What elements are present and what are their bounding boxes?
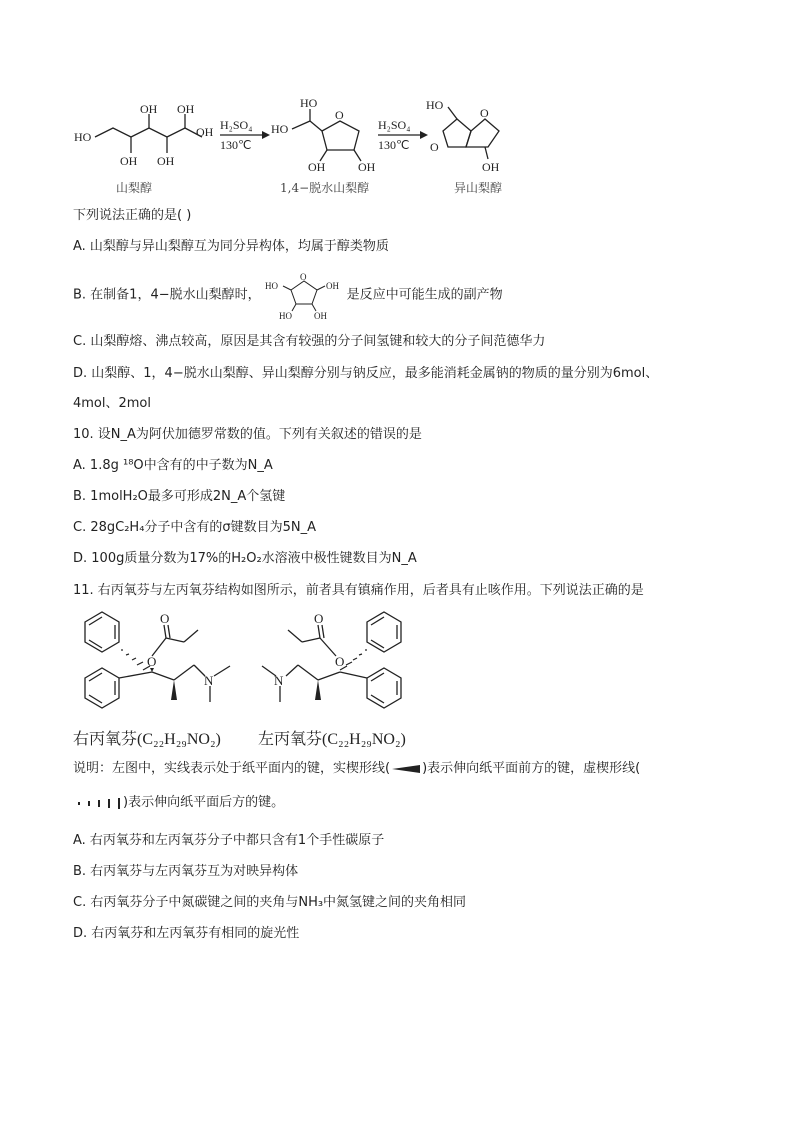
- oxygen-label: O: [335, 654, 345, 669]
- option-b: [73, 272, 503, 321]
- oh-label: OH: [120, 154, 138, 168]
- note-text-start: 说明：左图中，实线表示处于纸平面内的键，实楔形线(: [73, 761, 391, 776]
- reagent-label: H₂SO₄: [378, 118, 411, 132]
- oh-label: OH: [177, 102, 195, 116]
- isosorbide-name: 异山梨醇: [454, 181, 503, 195]
- option-a: A. 1.8g ¹⁸O中含有的中子数为N_A: [73, 458, 273, 473]
- oh-label: OH: [308, 160, 326, 174]
- option-b: B. 1molH₂O最多可形成2N_A个氢键: [73, 489, 286, 504]
- option-d: D. 100g质量分数为17%的H₂O₂水溶液中极性键数目为N_A: [73, 551, 417, 566]
- oxygen-label: O: [314, 611, 324, 626]
- nitrogen-label: N: [204, 673, 214, 688]
- dextropropoxyphene-caption: 右丙氧芬(C₂₂H₂₉NO₂): [73, 731, 221, 748]
- option-c: C. 山梨醇熔、沸点较高，原因是其含有较强的分子间氢键和较大的分子间范德华力: [73, 334, 546, 349]
- note-text-middle: )表示伸向纸平面前方的键，虚楔形线(: [422, 761, 641, 776]
- ho-label: HO: [271, 122, 289, 136]
- option-d: D. 右丙氧芬和左丙氧芬有相同的旋光性: [73, 926, 300, 941]
- oxygen-label: O: [147, 654, 157, 669]
- ho-label: HO: [278, 311, 292, 321]
- oh-label: OH: [325, 281, 339, 291]
- byproduct-structure: [261, 272, 347, 321]
- note-text-end: )表示伸向纸平面后方的键。: [123, 795, 285, 810]
- oh-label: OH: [313, 311, 327, 321]
- oh-label: OH: [196, 125, 214, 139]
- option-b: B. 右丙氧芬与左丙氧芬互为对映异构体: [73, 864, 299, 879]
- ring-oxygen-label: O: [480, 106, 489, 120]
- ho-label: HO: [74, 130, 92, 144]
- option-d-line-1: D. 山梨醇、1，4−脱水山梨醇、异山梨醇分别与钠反应，最多能消耗金属钠的物质的量分别为6mol、: [73, 366, 659, 381]
- option-a: A. 山梨醇与异山梨醇互为同分异构体，均属于醇类物质: [73, 239, 389, 254]
- sorbitol-name: 山梨醇: [116, 181, 153, 195]
- ring-oxygen-label: O: [430, 140, 439, 154]
- oh-label: OH: [140, 102, 158, 116]
- temperature-label: 130℃: [378, 138, 410, 152]
- note-line-1: [73, 760, 640, 778]
- oh-label: OH: [482, 160, 500, 174]
- sorbitan-name: 1,4−脱水山梨醇: [280, 181, 370, 195]
- oxygen-label: O: [160, 611, 170, 626]
- dextropropoxyphene-structure: [72, 610, 252, 725]
- ring-oxygen-label: O: [335, 108, 344, 122]
- ho-label: HO: [426, 98, 444, 112]
- oh-label: OH: [358, 160, 376, 174]
- oh-label: OH: [157, 154, 175, 168]
- option-b-text-end: 是反应中可能生成的副产物: [346, 287, 503, 303]
- solid-wedge-symbol: [390, 763, 422, 775]
- levopropoxyphene-structure: [258, 610, 418, 725]
- nitrogen-label: N: [274, 673, 284, 688]
- reagent-label: H₂SO₄: [220, 118, 253, 132]
- temperature-label: 130℃: [220, 138, 252, 152]
- option-a: A. 右丙氧芬和左丙氧芬分子中都只含有1个手性碳原子: [73, 833, 385, 848]
- question-9-stem: 下列说法正确的是( ): [73, 208, 192, 223]
- question-11-stem: 11. 右丙氧芬与左丙氧芬结构如图所示，前者具有镇痛作用，后者具有止咳作用。下列说法正确的是: [73, 583, 644, 598]
- ho-label: HO: [264, 281, 278, 291]
- question-10-stem: 10. 设N_A为阿伏加德罗常数的值。下列有关叙述的错误的是: [73, 427, 422, 442]
- option-c: C. 右丙氧芬分子中氮碳键之间的夹角与NH₃中氮氢键之间的夹角相同: [73, 895, 467, 910]
- reaction-scheme: [70, 95, 520, 200]
- option-b-text-start: B. 在制备1，4−脱水山梨醇时，: [73, 287, 261, 303]
- ring-oxygen-label: O: [299, 272, 307, 282]
- option-d-line-2: 4mol、2mol: [73, 396, 152, 411]
- note-line-2: [73, 794, 284, 812]
- levopropoxyphene-caption: 左丙氧芬(C₂₂H₂₉NO₂): [258, 731, 406, 748]
- option-c: C. 28gC₂H₄分子中含有的σ键数目为5N_A: [73, 520, 317, 535]
- hashed-wedge-symbol: [73, 796, 123, 810]
- ho-label: HO: [300, 96, 318, 110]
